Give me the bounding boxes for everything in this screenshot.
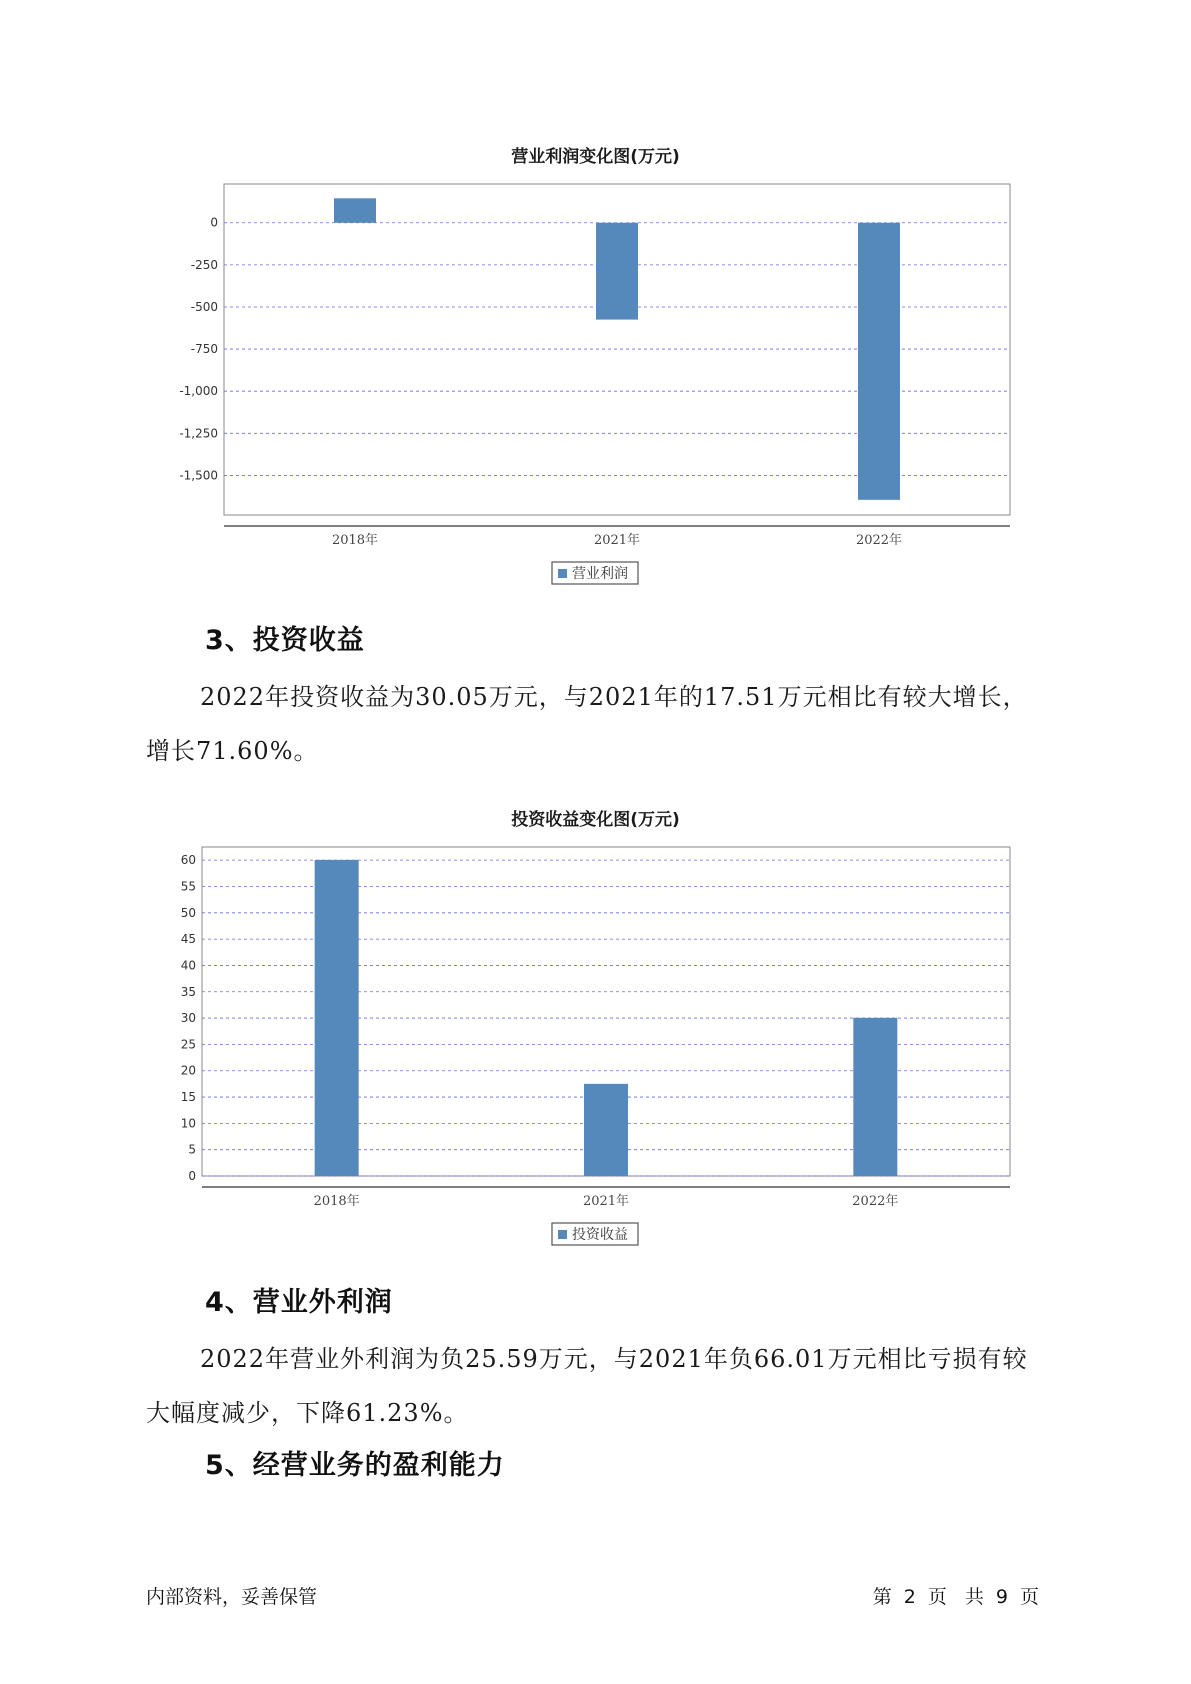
- x-tick-label: 2022年: [855, 533, 903, 548]
- y-tick-label: 40: [180, 958, 196, 973]
- legend-swatch: [558, 569, 567, 578]
- y-tick-label: -250: [190, 257, 218, 272]
- page-num: 2: [903, 1586, 916, 1608]
- bar: [853, 1018, 897, 1176]
- section-heading-non-operating-profit: 4、营业外利润: [205, 1287, 393, 1318]
- chart-title-operating-profit: 营业利润变化图(万元): [511, 147, 680, 167]
- x-tick-label: 2018年: [331, 533, 379, 548]
- bar: [596, 223, 638, 320]
- legend-label: 营业利润: [572, 566, 628, 582]
- section-paragraph-non-operating-profit: 2022年营业外利润为负25.59万元，与2021年负66.01万元相比亏损有较大幅度减少，下降61.23%。: [146, 1345, 1028, 1427]
- y-tick-label: 60: [180, 853, 196, 868]
- footer-confidential-note: 内部资料，妥善保管: [146, 1586, 318, 1608]
- y-tick-label: 30: [180, 1011, 196, 1026]
- y-tick-label: 55: [180, 879, 196, 894]
- operating-profit-chart: [0, 160, 1191, 590]
- y-tick-label: 0: [210, 215, 218, 230]
- y-tick-label: 0: [188, 1169, 196, 1183]
- y-tick-label: -1,500: [179, 468, 218, 483]
- y-tick-label: 35: [180, 984, 196, 999]
- page-mid: 页: [927, 1586, 947, 1608]
- y-tick-label: 45: [180, 932, 196, 947]
- bar: [334, 198, 376, 222]
- y-tick-label: 25: [180, 1037, 196, 1052]
- page-prefix: 第: [872, 1586, 892, 1608]
- section-heading-investment-income: 3、投资收益: [205, 625, 365, 656]
- bar: [315, 860, 359, 1176]
- total-prefix: 共: [964, 1586, 984, 1608]
- x-tick-label: 2021年: [582, 1194, 630, 1209]
- section-paragraph-investment-income: 2022年投资收益为30.05万元，与2021年的17.51万元相比有较大增长，增长71.60%。: [146, 683, 1028, 765]
- legend-label: 投资收益: [572, 1227, 628, 1243]
- footer-page-number: [867, 1582, 1045, 1609]
- total-suffix: 页: [1019, 1586, 1039, 1608]
- bar: [584, 1084, 628, 1176]
- total-num: 9: [995, 1586, 1008, 1608]
- y-tick-label: 15: [180, 1090, 196, 1105]
- y-tick-label: -1,250: [179, 426, 218, 441]
- legend-swatch: [558, 1230, 567, 1239]
- y-tick-label: -500: [190, 299, 218, 314]
- y-tick-label: 20: [180, 1063, 196, 1078]
- investment-income-chart: [0, 823, 1191, 1253]
- section-heading-business-profitability: 5、经营业务的盈利能力: [205, 1450, 505, 1481]
- x-tick-label: 2018年: [313, 1194, 360, 1209]
- x-tick-label: 2021年: [593, 533, 641, 548]
- bar: [858, 223, 900, 500]
- y-tick-label: 5: [188, 1142, 196, 1157]
- chart-title-investment-income: 投资收益变化图(万元): [511, 810, 680, 830]
- y-tick-label: 10: [180, 1116, 196, 1131]
- y-tick-label: -1,000: [179, 384, 218, 399]
- x-tick-label: 2022年: [852, 1194, 899, 1209]
- y-tick-label: -750: [190, 342, 218, 357]
- y-tick-label: 50: [180, 905, 196, 920]
